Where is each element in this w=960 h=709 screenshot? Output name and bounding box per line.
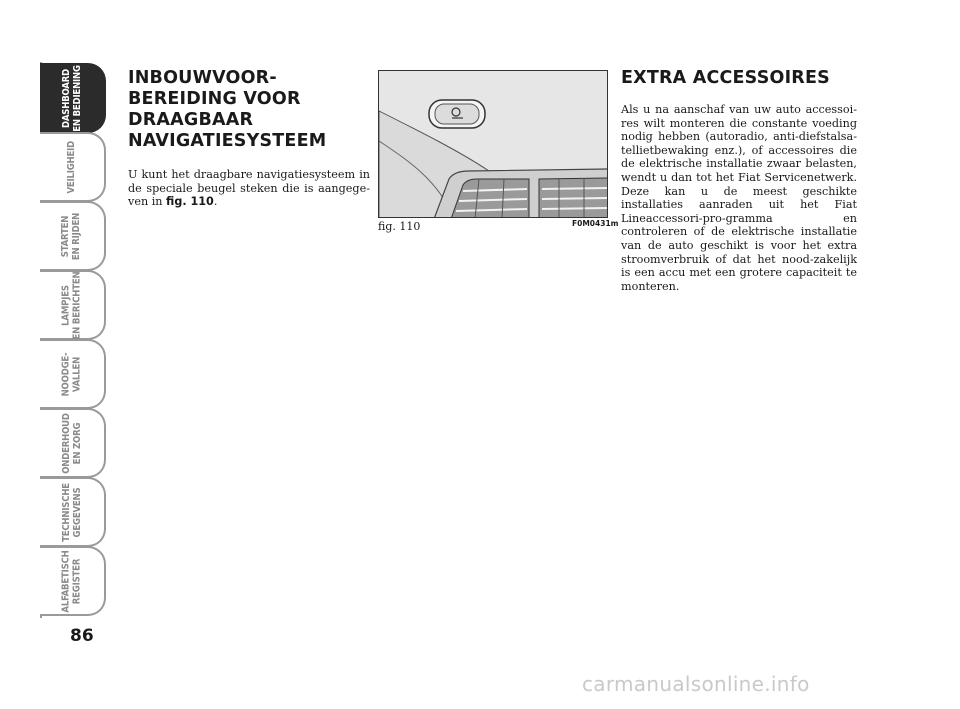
- tab-noodgevallen[interactable]: [40, 339, 106, 409]
- tab-label: ONDERHOUD EN ZORG: [60, 412, 82, 474]
- watermark: carmanualsonline.info: [582, 672, 810, 696]
- figure-caption: fig. 110: [378, 220, 421, 233]
- tab-starten[interactable]: [40, 201, 106, 271]
- tab-veiligheid[interactable]: [40, 132, 106, 202]
- dashboard-illustration: [378, 70, 608, 218]
- tab-label: NOODGE- VALLEN: [60, 352, 82, 396]
- figure-reference[interactable]: fig. 110: [166, 195, 214, 209]
- right-column: [621, 68, 857, 293]
- tab-lampjes[interactable]: [40, 270, 106, 340]
- tab-label: LAMPJES EN BERICHTEN: [60, 271, 82, 339]
- section-heading-navigation: INBOUWVOOR- BEREIDING VOOR DRAAGBAAR NAVIGATIESYSTEEM: [128, 68, 327, 151]
- tab-label: TECHNISCHE GEGEVENS: [60, 482, 82, 542]
- tab-label: DASHBOARD EN BEDIENING: [60, 64, 82, 132]
- tab-technische-gegevens[interactable]: [40, 477, 106, 547]
- section-heading-accessoires: EXTRA ACCESSOIRES: [621, 68, 830, 88]
- page-number: 86: [70, 626, 94, 646]
- tab-onderhoud[interactable]: [40, 408, 106, 478]
- tab-label: VEILIGHEID: [65, 140, 77, 194]
- tab-label: ALFABETISCH REGISTER: [60, 549, 82, 613]
- tab-dashboard[interactable]: [40, 63, 106, 133]
- left-column: [128, 68, 370, 209]
- accessoires-paragraph: Als u na aanschaf van uw auto accessoi-res wilt monteren die constante voeding nodig hebben (autoradio, anti-diefstalsa-tellietbewaking enz.), of accessoires die de elektrische installatie zwaar belasten, wendt u dan tot het Fiat Servicenetwerk. Deze kan u de meest geschikte installaties aanraden uit het Fiat Lineaccessori-pro-gramma en controleren of de elektrische installatie van de auto geschikt is voor het extra stroomverbruik of dat het nood-zakelijk is een accu met een grotere capaciteit te monteren.: [621, 103, 857, 293]
- tab-alfabetisch-register[interactable]: [40, 546, 106, 616]
- dashboard-drawing: [379, 71, 608, 218]
- navigation-paragraph: U kunt het draagbare navigatiesysteem in de speciale beugel steken die is aangege-ven in fig. 110.: [128, 168, 370, 209]
- figure-code: F0M0431m: [572, 219, 619, 228]
- tab-label: STARTEN EN RIJDEN: [60, 212, 82, 260]
